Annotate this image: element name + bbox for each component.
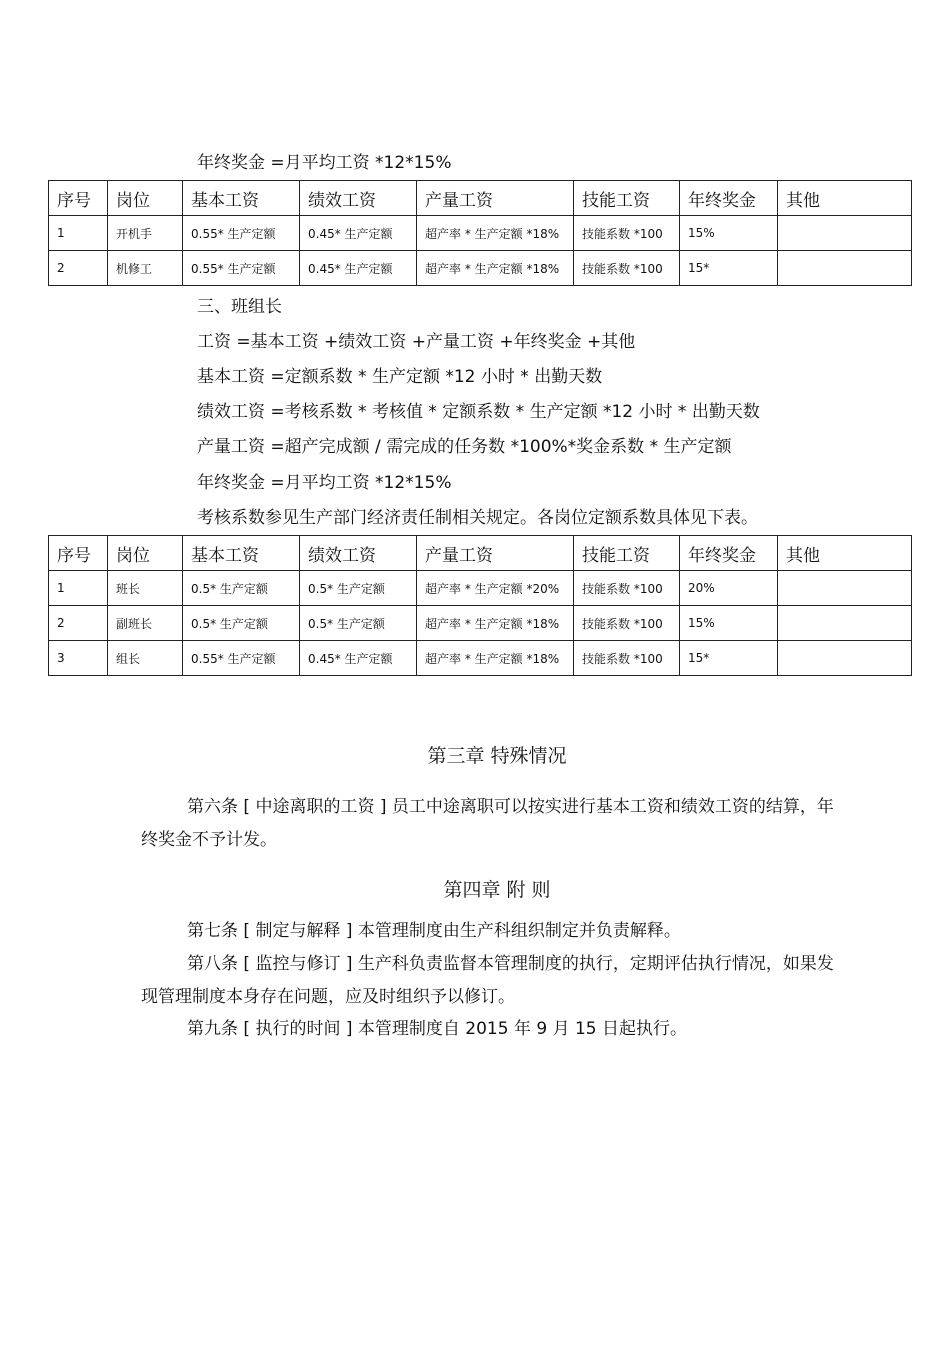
formula-performance-salary: 绩效工资 =考核系数 * 考核值 * 定额系数 * 生产定额 *12 小时 * 出勤天数: [197, 402, 760, 422]
chapter-title-appendix: 第四章 附 则: [443, 879, 551, 901]
article-6: 第六条 [ 中途离职的工资 ] 员工中途离职可以按实进行基本工资和绩效工资的结算，年终奖金不予计发。: [141, 797, 834, 850]
table-cell: 0.45* 生产定额: [300, 641, 417, 676]
table-cell: 3: [49, 641, 108, 676]
header-cell: 其他: [778, 536, 912, 571]
table-cell: 0.55* 生产定额: [183, 216, 300, 251]
formula-annual-bonus: 年终奖金 =月平均工资 *12*15%: [197, 473, 452, 493]
table-cell: 0.5* 生产定额: [183, 571, 300, 606]
header-cell: 年终奖金: [680, 536, 778, 571]
table-header-row: [49, 536, 912, 571]
table-cell: 2: [49, 251, 108, 286]
assessment-note: 考核系数参见生产部门经济责任制相关规定。各岗位定额系数具体见下表。: [197, 508, 758, 528]
header-cell: 岗位: [108, 181, 183, 216]
header-cell: 绩效工资: [300, 536, 417, 571]
table-cell: 0.55* 生产定额: [183, 251, 300, 286]
table-row: [49, 216, 912, 251]
table-cell: 技能系数 *100: [574, 606, 680, 641]
header-cell: 年终奖金: [680, 181, 778, 216]
table-cell: 15%: [680, 216, 778, 251]
header-cell: 基本工资: [183, 181, 300, 216]
table-cell: [778, 571, 912, 606]
table-cell: 0.45* 生产定额: [300, 216, 417, 251]
table-cell: 机修工: [108, 251, 183, 286]
article-9: 第九条 [ 执行的时间 ] 本管理制度自 2015 年 9 月 15 日起执行。: [187, 1019, 688, 1039]
table-cell: 技能系数 *100: [574, 216, 680, 251]
header-cell: 序号: [49, 181, 108, 216]
header-cell: 产量工资: [417, 536, 574, 571]
table-cell: 超产率 * 生产定额 *18%: [417, 251, 574, 286]
table-cell: [778, 251, 912, 286]
table-cell: 0.5* 生产定额: [300, 606, 417, 641]
table-cell: 15*: [680, 641, 778, 676]
table-cell: 超产率 * 生产定额 *18%: [417, 641, 574, 676]
header-cell: 产量工资: [417, 181, 574, 216]
header-cell: 基本工资: [183, 536, 300, 571]
header-cell: 序号: [49, 536, 108, 571]
header-cell: 岗位: [108, 536, 183, 571]
table-header-row: [49, 181, 912, 216]
table-row: [49, 571, 912, 606]
section-heading-team-leader: 三、班组长: [197, 297, 282, 317]
article-8: 第八条 [ 监控与修订 ] 生产科负责监督本管理制度的执行，定期评估执行情况，如果发现管理制度本身存在问题，应及时组织予以修订。: [141, 954, 834, 1007]
formula-output-salary: 产量工资 =超产完成额 / 需完成的任务数 *100%*奖金系数 * 生产定额: [197, 437, 732, 457]
header-cell: 其他: [778, 181, 912, 216]
table-cell: 20%: [680, 571, 778, 606]
table-cell: [778, 641, 912, 676]
header-cell: 技能工资: [574, 536, 680, 571]
formula-annual-bonus-top: 年终奖金 =月平均工资 *12*15%: [197, 153, 452, 173]
header-cell: 技能工资: [574, 181, 680, 216]
table-row: [49, 251, 912, 286]
formula-base-salary: 基本工资 =定额系数 * 生产定额 *12 小时 * 出勤天数: [197, 367, 603, 387]
article-7: 第七条 [ 制定与解释 ] 本管理制度由生产科组织制定并负责解释。: [187, 921, 681, 941]
chapter-title-special-cases: 第三章 特殊情况: [427, 745, 567, 767]
table-cell: 1: [49, 216, 108, 251]
table-cell: 1: [49, 571, 108, 606]
table-cell: 0.5* 生产定额: [300, 571, 417, 606]
formula-total-salary: 工资 =基本工资 +绩效工资 +产量工资 +年终奖金 +其他: [197, 332, 636, 352]
table-cell: 0.45* 生产定额: [300, 251, 417, 286]
salary-table-1: [48, 180, 912, 286]
header-cell: 绩效工资: [300, 181, 417, 216]
table-cell: 超产率 * 生产定额 *18%: [417, 216, 574, 251]
table-cell: 开机手: [108, 216, 183, 251]
table-cell: [778, 216, 912, 251]
table-cell: 超产率 * 生产定额 *20%: [417, 571, 574, 606]
table-cell: 技能系数 *100: [574, 571, 680, 606]
table-cell: 0.5* 生产定额: [183, 606, 300, 641]
table-cell: 组长: [108, 641, 183, 676]
table-row: [49, 641, 912, 676]
table-cell: 技能系数 *100: [574, 251, 680, 286]
table-cell: 超产率 * 生产定额 *18%: [417, 606, 574, 641]
salary-table-2: [48, 535, 912, 676]
table-cell: 0.55* 生产定额: [183, 641, 300, 676]
table-cell: 副班长: [108, 606, 183, 641]
table-cell: [778, 606, 912, 641]
table-row: [49, 606, 912, 641]
table-cell: 15%: [680, 606, 778, 641]
table-cell: 15*: [680, 251, 778, 286]
table-cell: 2: [49, 606, 108, 641]
table-cell: 技能系数 *100: [574, 641, 680, 676]
table-cell: 班长: [108, 571, 183, 606]
